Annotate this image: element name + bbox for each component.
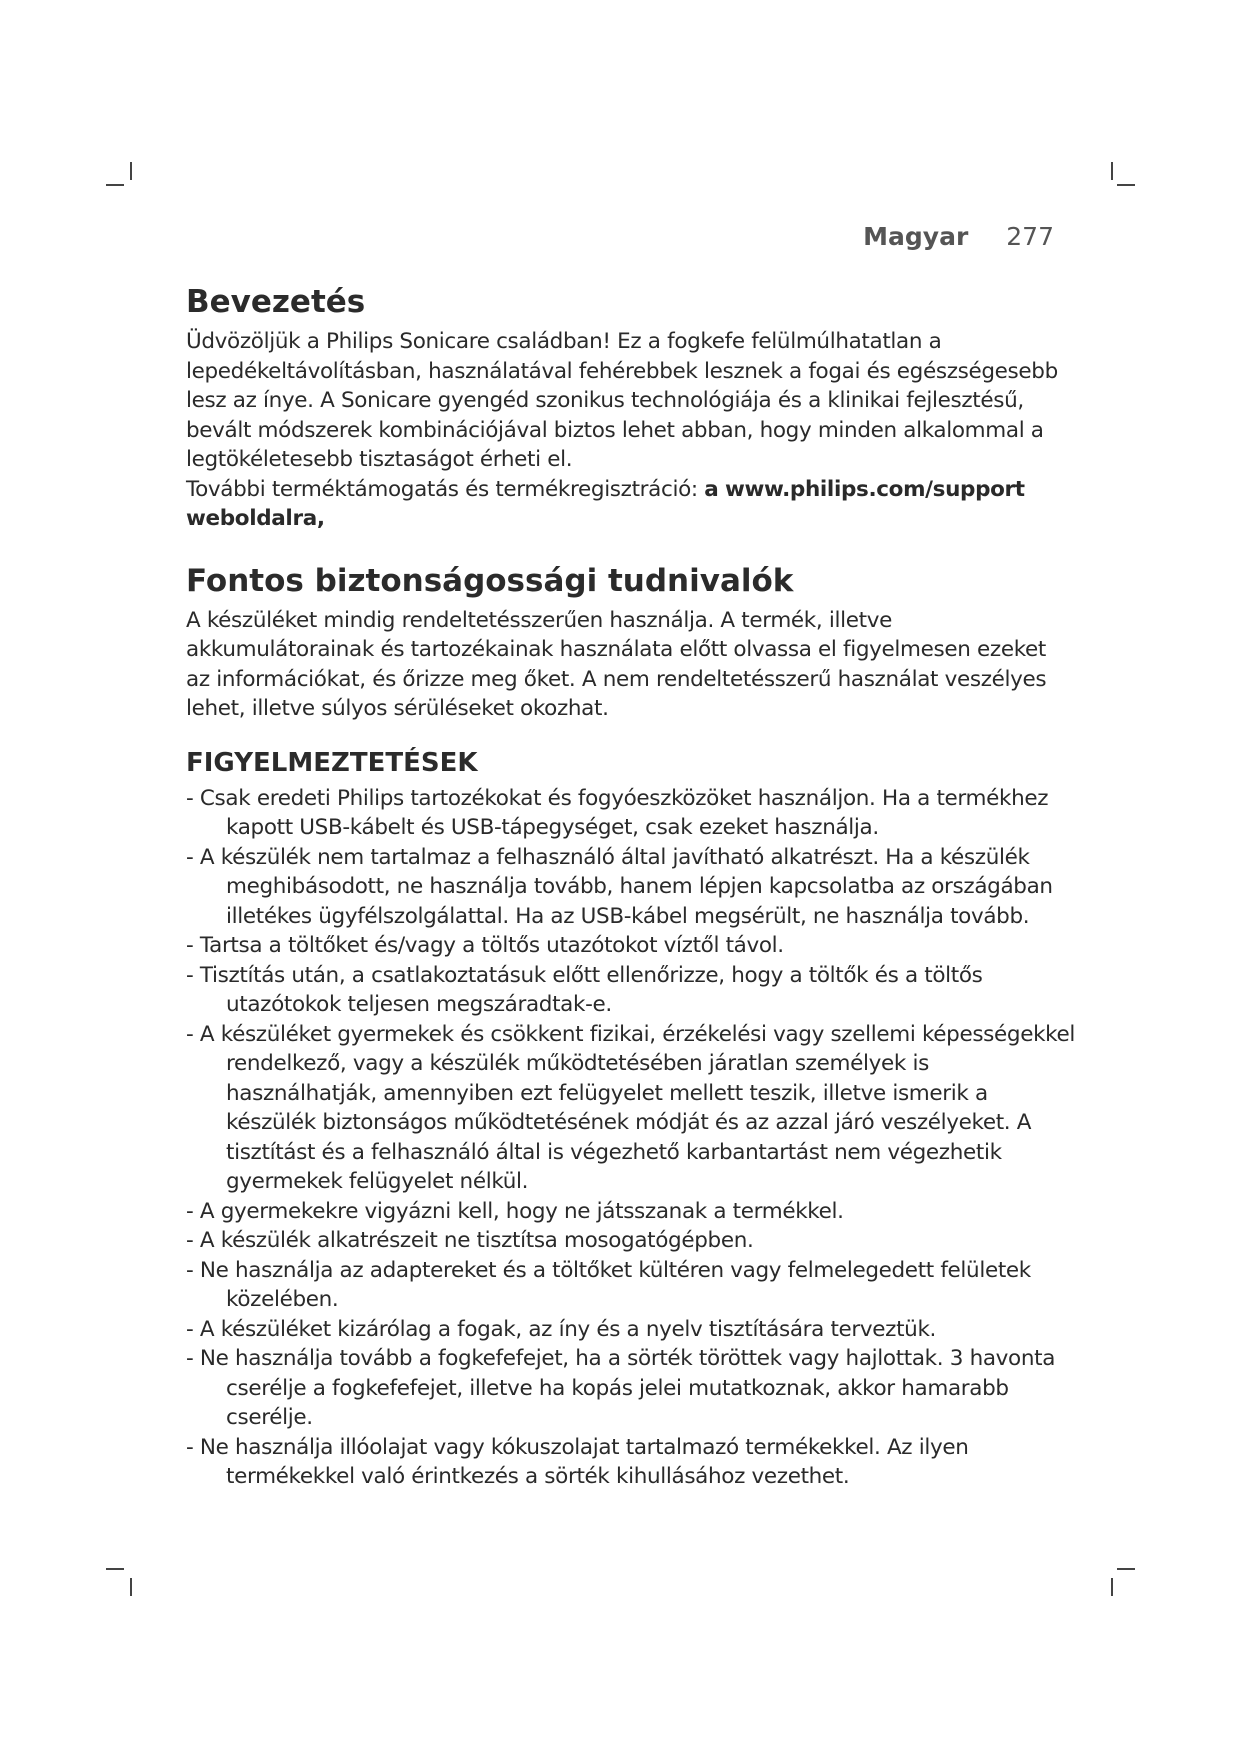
list-item: - Ne használja tovább a fogkefefejet, ha a sörték töröttek vagy hajlottak. 3 havonta cserélje a fogkefefejet, illetve ha kopás jelei mutatkoznak, akkor hamarabb cserélje. — [186, 1346, 1056, 1430]
safety-section — [186, 562, 1076, 724]
crop-mark-top-right-horizontal — [1117, 184, 1135, 186]
list-item: - A gyermekekre vigyázni kell, hogy ne játsszanak a termékkel. — [186, 1198, 844, 1224]
support-text: További terméktámogatás és termékregisztráció: — [186, 476, 698, 502]
crop-mark-bottom-left-horizontal — [106, 1568, 124, 1570]
safety-heading: Fontos biztonságossági tudnivalók — [186, 562, 794, 599]
crop-mark-bottom-right-horizontal — [1117, 1568, 1135, 1570]
support-link-prefix: a — [704, 476, 719, 502]
page-content — [186, 283, 1076, 1492]
list-item: - Ne használja az adaptereket és a töltőket kültéren vagy felmelegedett felületek közelében. — [186, 1257, 1031, 1312]
crop-mark-top-right-vertical — [1111, 162, 1113, 180]
list-item: - Ne használja illóolajat vagy kókuszolajat tartalmazó termékekkel. Az ilyen termékekkel való érintkezés a sörték kihullásához vezethet. — [186, 1434, 969, 1489]
header-language: Magyar — [863, 222, 969, 251]
list-item: - Tartsa a töltőket és/vagy a töltős utazótokot víztől távol. — [186, 933, 784, 958]
warnings-section — [186, 746, 1076, 1492]
intro-section — [186, 283, 1076, 534]
intro-paragraph: Üdvözöljük a Philips Sonicare családban! Ez a fogkefe felülmúlhatatlan a lepedékeltávolításban, használatával fehérebbek lesznek a fogai és egészségesebb lesz az ínye. A Sonicare gyengéd szonikus technológiája és a klinikai fejlesztésű, bevált módszerek kombinációjával biztos lehet abban, hogy minden alkalommal a legtökéletesebb tisztaságot érheti el. — [186, 329, 1058, 472]
support-link[interactable]: www.philips.com/support weboldalra, — [186, 476, 1025, 531]
safety-paragraph: A készüléket mindig rendeltetésszerűen használja. A termék, illetve akkumulátorainak és tartozékainak használata előtt olvassa el figyelmesen ezeket az információkat, és őrizze meg őket. A nem rendeltetésszerű használat veszélyes lehet, illetve súlyos sérüléseket okozhat. — [186, 607, 1047, 721]
support-paragraph — [186, 475, 1076, 534]
page-number: 277 — [1006, 222, 1054, 251]
list-item: - A készülék nem tartalmaz a felhasználó által javítható alkatrészt. Ha a készülék meghibásodott, ne használja tovább, hanem lépjen kapcsolatba az országában illetékes ügyfélszolgálattal. Ha az USB-kábel megsérült, ne használja tovább. — [186, 844, 1053, 929]
list-item: - Tisztítás után, a csatlakoztatásuk előtt ellenőrizze, hogy a töltők és a töltős utazótokok teljesen megszáradtak-e. — [186, 962, 983, 1017]
intro-heading: Bevezetés — [186, 284, 366, 320]
crop-mark-top-left-horizontal — [106, 184, 124, 186]
list-item: - A készülék alkatrészeit ne tisztítsa mosogatógépben. — [186, 1228, 754, 1253]
list-item: - A készüléket gyermekek és csökkent fizikai, érzékelési vagy szellemi képességekkel rendelkező, vagy a készülék működtetésében járatlan személyek is használhatják, amennyiben ezt felügyelet mellett teszik, illetve ismerik a készülék biztonságos működtetésének módját és az azzal járó veszélyeket. A tisztítást és a felhasználó által is végezhető karbantartást nem végezhetik gyermekek felügyelet nélkül. — [186, 1021, 1076, 1194]
page-header — [863, 222, 1054, 251]
crop-mark-top-left-vertical — [130, 162, 132, 180]
crop-mark-bottom-right-vertical — [1111, 1578, 1113, 1596]
warnings-list — [186, 784, 1076, 1492]
crop-mark-bottom-left-vertical — [130, 1578, 132, 1596]
list-item: - Csak eredeti Philips tartozékokat és fogyóeszközöket használjon. Ha a termékhez kapott USB-kábelt és USB-tápegységet, csak ezeket használja. — [186, 785, 1049, 840]
warnings-heading: FIGYELMEZTETÉSEK — [186, 747, 478, 778]
list-item: - A készüléket kizárólag a fogak, az íny és a nyelv tisztítására terveztük. — [186, 1316, 937, 1342]
